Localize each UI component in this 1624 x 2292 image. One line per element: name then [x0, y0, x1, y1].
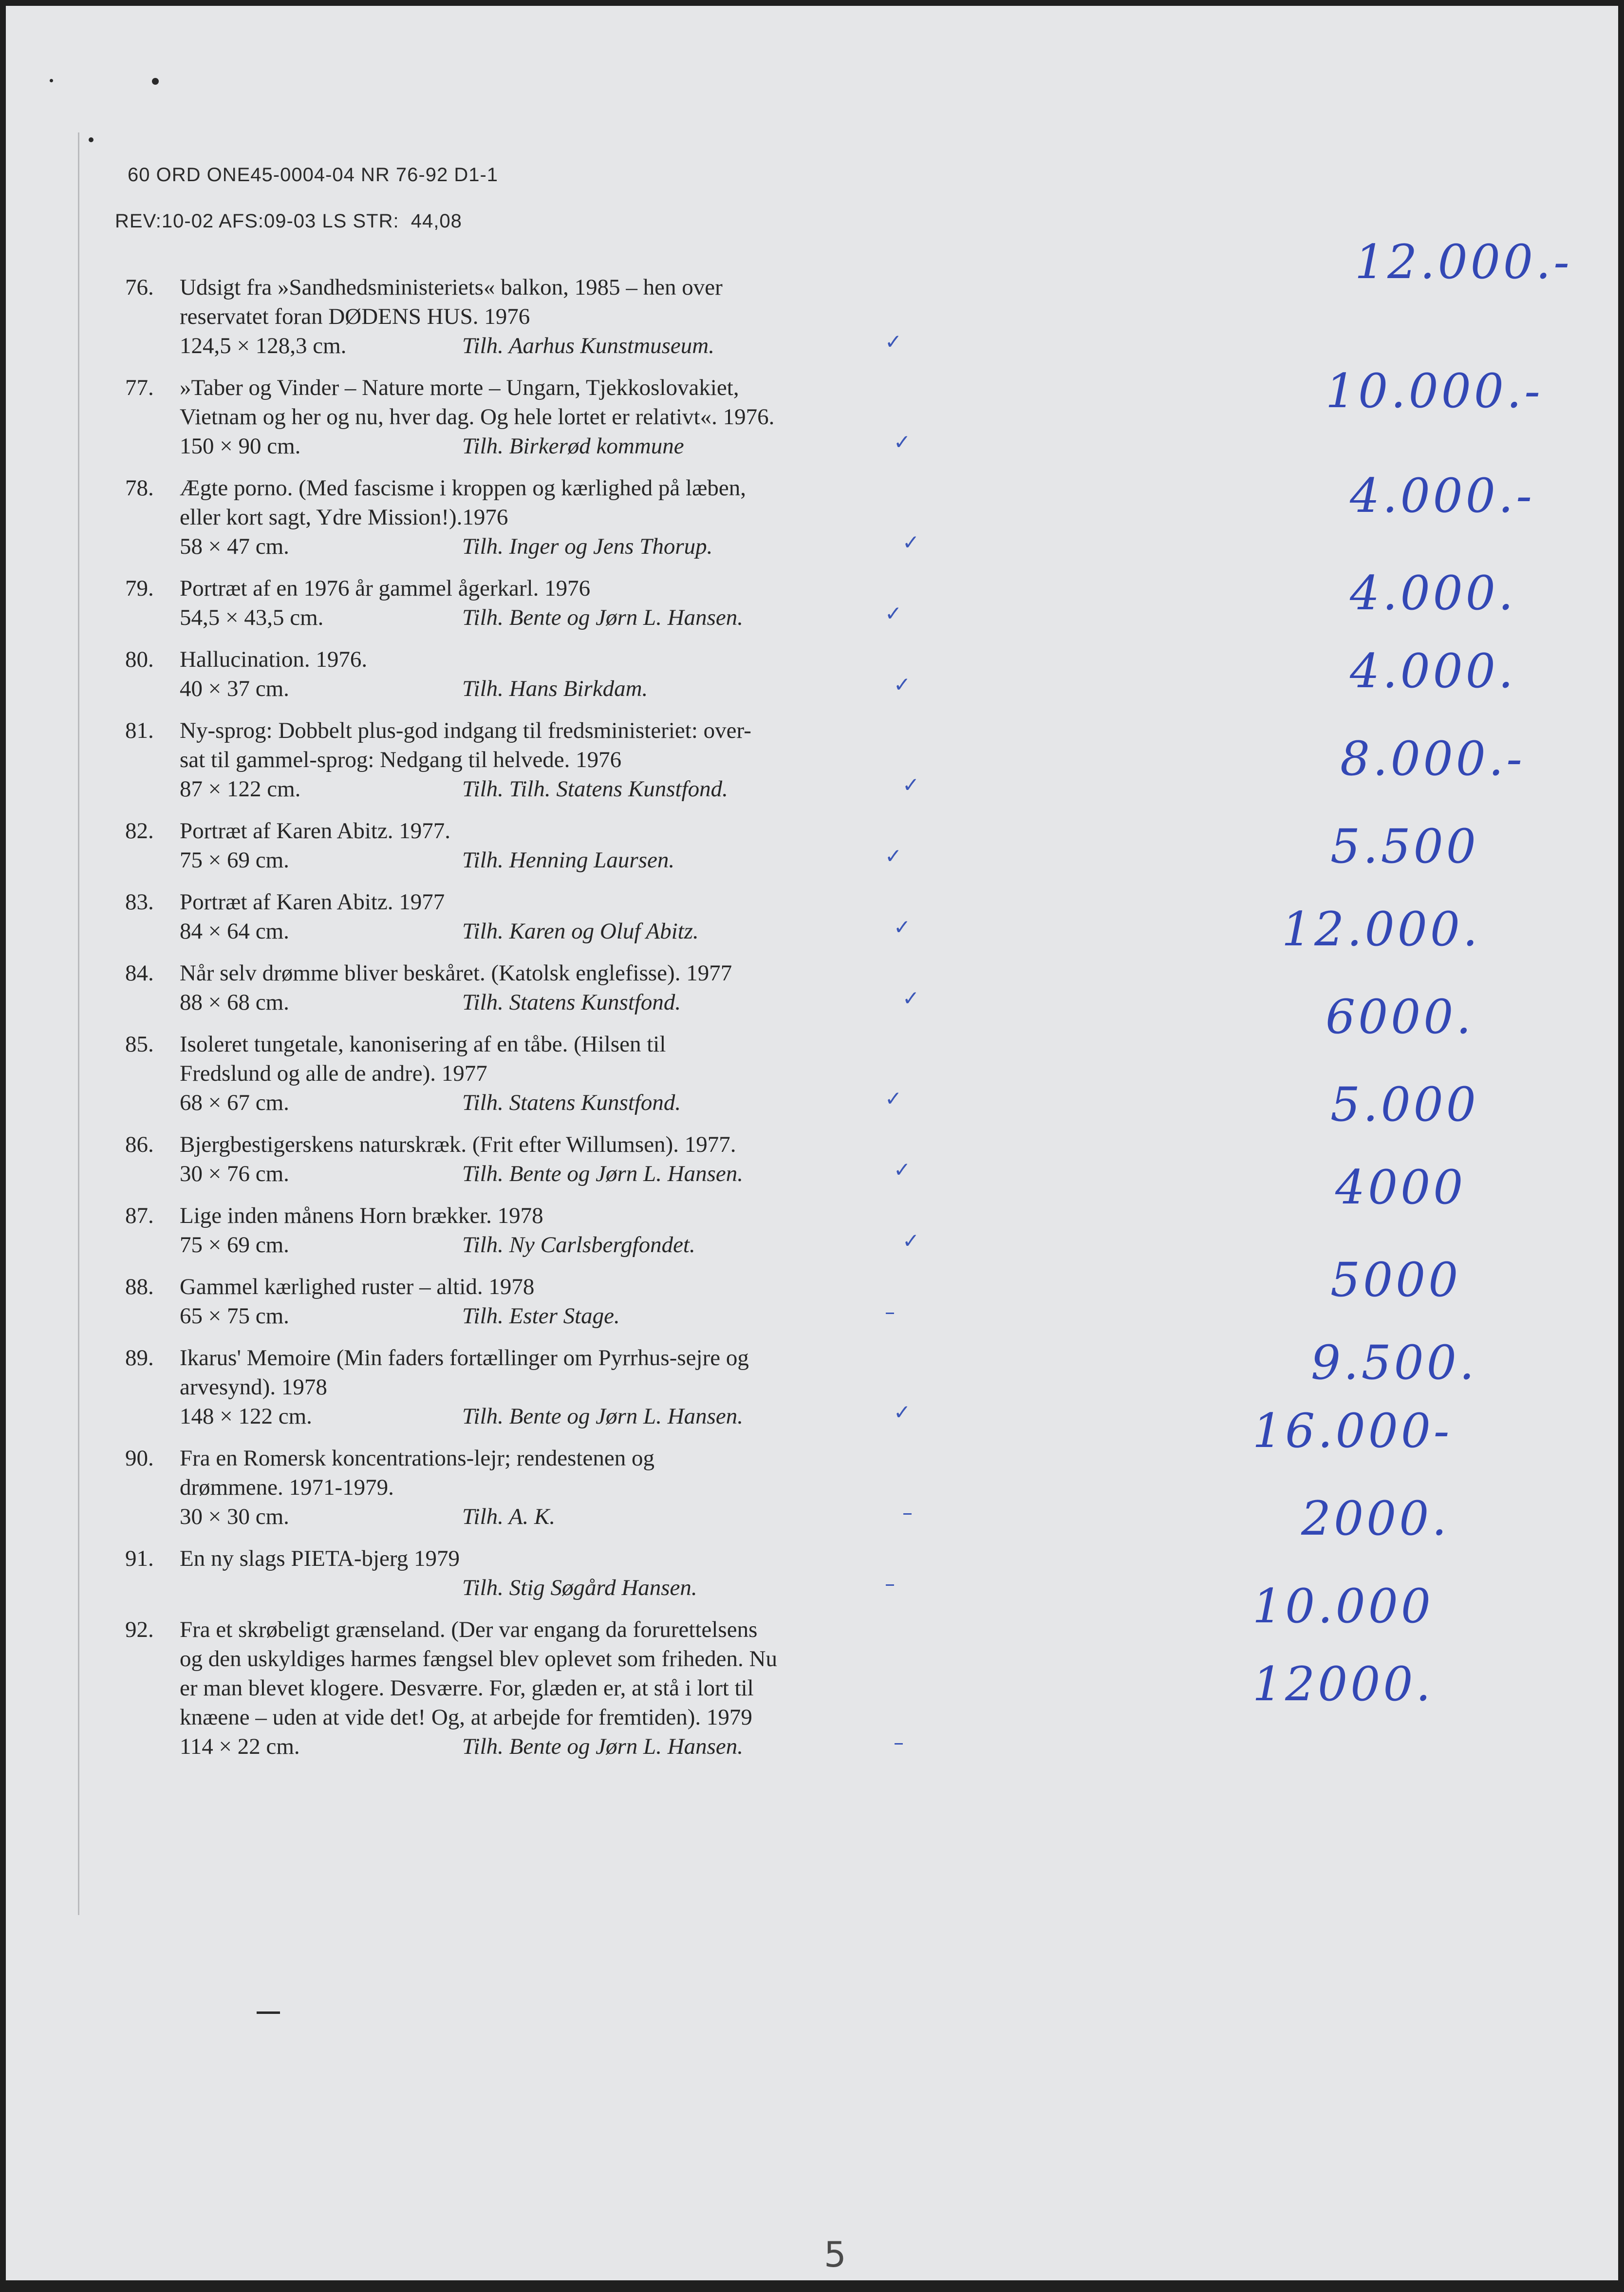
review-check-mark: ✓ [894, 915, 911, 939]
review-check-mark: ✓ [902, 1229, 920, 1253]
entry-title-line: Portræt af en 1976 år gammel ågerkarl. 1976 [180, 576, 591, 601]
entry-owner: Tilh. Bente og Jørn L. Hansen. [462, 1161, 744, 1186]
catalog-entry [125, 958, 920, 1017]
entry-number: 87. [125, 1203, 154, 1228]
entry-title-line: sat til gammel-sprog: Nedgang til helvede. 1976 [180, 747, 622, 772]
entry-title-line: Lige inden månens Horn brækker. 1978 [180, 1203, 543, 1228]
entry-dimensions: 65 × 75 cm. [180, 1303, 289, 1329]
entry-number: 91. [125, 1546, 154, 1571]
review-check-mark: ✓ [902, 986, 920, 1010]
entry-number: 77. [125, 375, 154, 400]
review-check-mark: ✓ [885, 601, 902, 625]
handwritten-amount: 10.000 [1252, 1579, 1434, 1634]
catalog-header-line-1: 60 ORD ONE45-0004-04 NR 76-92 D1-1 [128, 164, 499, 186]
entry-title-line: Udsigt fra »Sandhedsministeriets« balkon, 1985 – hen over [180, 275, 723, 300]
handwritten-amount: 12.000.- [1355, 235, 1572, 289]
catalog-entry [125, 273, 914, 360]
catalog-entry [125, 1444, 914, 1531]
entry-dimensions: 124,5 × 128,3 cm. [180, 333, 347, 358]
entry-title-line: Gammel kærlighed ruster – altid. 1978 [180, 1274, 535, 1299]
entry-owner: Tilh. A. K. [462, 1504, 556, 1529]
entry-number: 90. [125, 1446, 154, 1471]
ink-speck [89, 137, 93, 142]
entry-owner: Tilh. Hans Birkdam. [462, 676, 648, 701]
entry-dimensions: 87 × 122 cm. [180, 776, 301, 802]
entry-title-line: Portræt af Karen Abitz. 1977 [180, 889, 445, 915]
entry-owner: Tilh. Bente og Jørn L. Hansen. [462, 605, 744, 630]
catalog-entry [125, 645, 914, 703]
ink-speck [50, 79, 53, 82]
entry-title-line: Fra et skrøbeligt grænseland. (Der var engang da forurettelsens [180, 1617, 758, 1642]
entry-title-line: og den uskyldiges harmes fængsel blev oplevet som friheden. Nu [180, 1646, 777, 1672]
review-check-mark: ✓ [885, 844, 902, 868]
ink-speck [152, 78, 159, 85]
catalog-entry [125, 1201, 920, 1259]
entry-title-line: Fra en Romersk koncentrations-lejr; rendestenen og [180, 1446, 654, 1471]
review-check-mark: – [885, 1572, 895, 1596]
handwritten-amount: 16.000- [1252, 1404, 1453, 1458]
handwritten-amount: 4000 [1335, 1160, 1466, 1215]
entry-owner: Tilh. Ny Carlsbergfondet. [462, 1232, 695, 1258]
entry-number: 92. [125, 1617, 154, 1642]
catalog-entry [125, 816, 914, 875]
entry-owner: Tilh. Statens Kunstfond. [462, 1090, 681, 1115]
handwritten-amount: 8.000.- [1340, 732, 1525, 786]
entry-dimensions: 88 × 68 cm. [180, 990, 289, 1015]
entry-title-line: Isoleret tungetale, kanonisering af en tåbe. (Hilsen til [180, 1032, 666, 1057]
entry-number: 79. [125, 576, 154, 601]
entry-title-line: Fredslund og alle de andre). 1977 [180, 1061, 487, 1086]
entry-title-line: »Taber og Vinder – Nature morte – Ungarn, Tjekkoslovakiet, [180, 375, 739, 400]
entry-owner: Tilh. Aarhus Kunstmuseum. [462, 333, 714, 358]
entry-owner: Tilh. Ester Stage. [462, 1303, 620, 1329]
entry-owner: Tilh. Inger og Jens Thorup. [462, 534, 713, 559]
entry-owner: Tilh. Bente og Jørn L. Hansen. [462, 1734, 744, 1759]
entry-title-line: Ikarus' Memoire (Min faders fortællinger om Pyrrhus-sejre og [180, 1345, 749, 1371]
review-check-mark: – [902, 1501, 913, 1524]
entry-owner: Tilh. Henning Laursen. [462, 847, 675, 873]
review-check-mark: ✓ [902, 530, 920, 554]
catalog-entries [125, 273, 920, 1774]
page-number: 5 [824, 2234, 846, 2275]
entry-number: 80. [125, 647, 154, 672]
entry-number: 89. [125, 1345, 154, 1371]
catalog-entry [125, 1272, 914, 1331]
handwritten-amounts [1252, 6, 1593, 2292]
entry-dimensions: 54,5 × 43,5 cm. [180, 605, 324, 630]
entry-dimensions: 30 × 30 cm. [180, 1504, 289, 1529]
entry-title-line: Bjergbestigerskens naturskræk. (Frit efter Willumsen). 1977. [180, 1132, 736, 1157]
entry-title-line: Når selv drømme bliver beskåret. (Katolsk englefisse). 1977 [180, 960, 732, 986]
review-check-mark: ✓ [885, 1087, 902, 1110]
entry-number: 86. [125, 1132, 154, 1157]
entry-dimensions: 114 × 22 cm. [180, 1734, 300, 1759]
review-check-mark: ✓ [902, 773, 920, 797]
entry-title-line: Hallucination. 1976. [180, 647, 368, 672]
entry-title-line: reservatet foran DØDENS HUS. 1976 [180, 304, 530, 329]
catalog-entry [125, 574, 914, 632]
entry-dimensions: 68 × 67 cm. [180, 1090, 289, 1115]
entry-number: 82. [125, 818, 154, 844]
entry-dimensions: 40 × 37 cm. [180, 676, 289, 701]
entry-number: 78. [125, 475, 154, 501]
review-check-mark: – [885, 1300, 895, 1324]
entry-title-line: eller kort sagt, Ydre Mission!).1976 [180, 505, 508, 530]
entry-number: 88. [125, 1274, 154, 1299]
entry-number: 76. [125, 275, 154, 300]
entry-title-line: Portræt af Karen Abitz. 1977. [180, 818, 451, 844]
catalog-entry [125, 473, 920, 561]
catalog-entry [125, 1130, 914, 1188]
review-check-mark: ✓ [894, 1158, 911, 1182]
entry-dimensions [180, 1573, 462, 1602]
document-page [6, 6, 1618, 2280]
entry-owner: Tilh. Birkerød kommune [462, 433, 684, 459]
entry-title-line: Vietnam og her og nu, hver dag. Og hele lortet er relativt«. 1976. [180, 404, 775, 430]
entry-dimensions: 150 × 90 cm. [180, 433, 301, 459]
entry-title-line: Ægte porno. (Med fascisme i kroppen og kærlighed på læben, [180, 475, 747, 501]
entry-owner: Tilh. Tilh. Statens Kunstfond. [462, 776, 728, 802]
catalog-entry [125, 1343, 914, 1431]
entry-number: 85. [125, 1032, 154, 1057]
handwritten-amount: 6000. [1325, 990, 1474, 1044]
catalog-entry [125, 716, 920, 804]
review-check-mark: ✓ [885, 330, 902, 354]
entry-title-line: Ny-sprog: Dobbelt plus-god indgang til fredsministeriet: over- [180, 718, 751, 743]
review-check-mark: ✓ [894, 673, 911, 696]
handwritten-amount: 10.000.- [1325, 364, 1543, 418]
catalog-header-line-2: REV:10-02 AFS:09-03 LS STR: 44,08 [115, 210, 462, 232]
entry-title-line: knæene – uden at vide det! Og, at arbejde for fremtiden). 1979 [180, 1705, 752, 1730]
entry-title-line: En ny slags PIETA-bjerg 1979 [180, 1546, 460, 1571]
review-check-mark: ✓ [894, 1400, 911, 1424]
dash-mark [257, 2011, 280, 2014]
entry-title-line: er man blevet klogere. Desværre. For, glæden er, at stå i lort til [180, 1675, 754, 1701]
entry-number: 83. [125, 889, 154, 915]
catalog-entry [125, 373, 914, 461]
handwritten-amount: 4.000. [1350, 644, 1516, 698]
handwritten-amount: 12000. [1252, 1657, 1434, 1711]
review-check-mark: – [894, 1730, 904, 1754]
entry-dimensions: 84 × 64 cm. [180, 919, 289, 944]
handwritten-amount: 12.000. [1282, 902, 1481, 957]
entry-dimensions: 30 × 76 cm. [180, 1161, 289, 1186]
review-check-mark: ✓ [894, 430, 911, 454]
handwritten-amount: 4.000. [1350, 566, 1516, 620]
handwritten-amount: 2000. [1301, 1491, 1450, 1546]
handwritten-amount: 5000 [1330, 1253, 1461, 1307]
entry-dimensions: 75 × 69 cm. [180, 847, 289, 873]
margin-rule [78, 132, 79, 1915]
entry-owner: Tilh. Bente og Jørn L. Hansen. [462, 1404, 744, 1429]
handwritten-amount: 5.500 [1330, 819, 1479, 874]
catalog-entry [125, 887, 914, 946]
handwritten-amount: 9.500. [1311, 1335, 1477, 1390]
handwritten-amount: 4.000.- [1350, 469, 1535, 523]
catalog-entry [125, 1030, 914, 1117]
entry-owner: Tilh. Karen og Oluf Abitz. [462, 919, 699, 944]
entry-dimensions: 148 × 122 cm. [180, 1404, 312, 1429]
handwritten-amount: 5.000 [1330, 1077, 1479, 1132]
entry-dimensions: 75 × 69 cm. [180, 1232, 289, 1258]
entry-title-line: drømmene. 1971-1979. [180, 1475, 394, 1500]
entry-owner: Tilh. Statens Kunstfond. [462, 990, 681, 1015]
entry-dimensions: 58 × 47 cm. [180, 534, 289, 559]
catalog-entry [125, 1615, 914, 1761]
entry-number: 81. [125, 718, 154, 743]
entry-number: 84. [125, 960, 154, 986]
entry-title-line: arvesynd). 1978 [180, 1374, 327, 1400]
catalog-entry [125, 1544, 914, 1602]
entry-owner: Tilh. Stig Søgård Hansen. [462, 1575, 697, 1600]
